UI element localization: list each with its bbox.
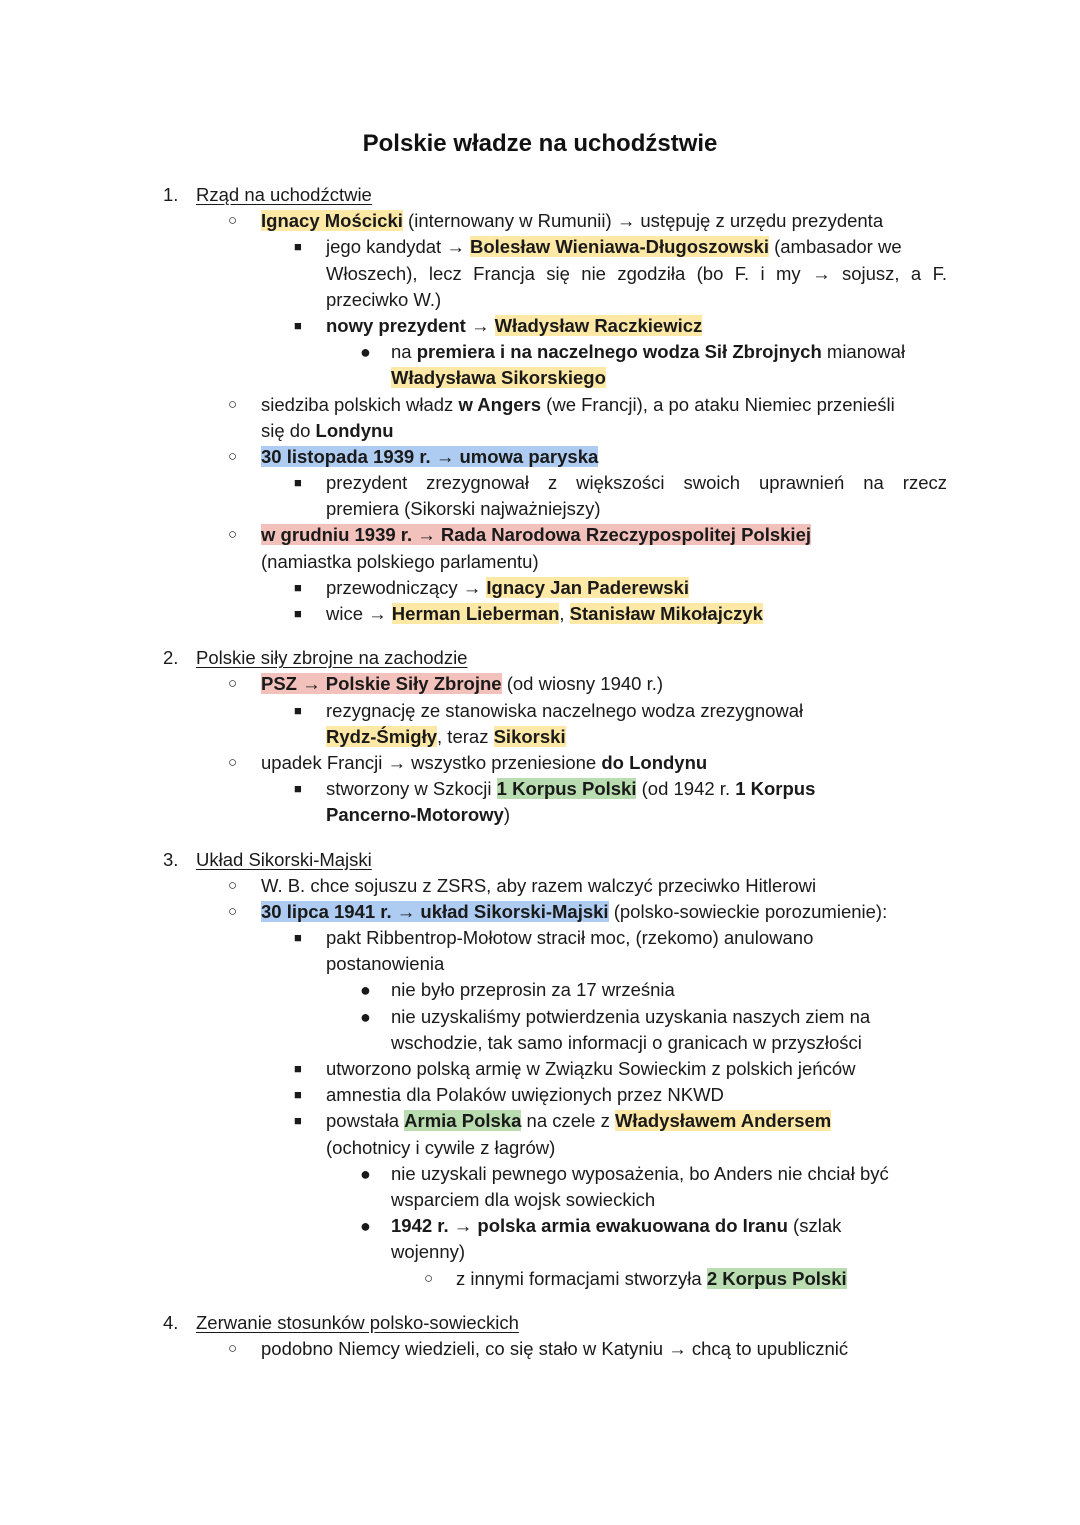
text-run: powstała — [326, 1110, 405, 1132]
text-run: przewodniczący → — [326, 576, 487, 598]
list-item-continuation — [0, 1135, 1080, 1161]
list-item-continuation — [0, 724, 1080, 750]
text-run: (od 1942 r. — [636, 778, 736, 800]
list-item-continuation — [0, 496, 1080, 522]
bold-text: w Angers — [458, 393, 542, 415]
list-item — [0, 392, 1080, 418]
square-bullet-icon: ■ — [294, 606, 302, 621]
document-title: Polskie władze na uchodźstwie — [362, 130, 718, 157]
square-bullet-icon: ■ — [294, 239, 302, 255]
text-run: pakt Ribbentrop-Mołotow stracił moc, (rzekomo) anulowano — [326, 927, 814, 949]
circle-bullet-icon: ○ — [228, 876, 238, 894]
list-item-continuation — [0, 261, 1080, 287]
text-run: (szlak — [787, 1215, 842, 1237]
text-run: (we Francji), a po ataku Niemiec przenieśli — [541, 393, 895, 415]
highlight-person: Rydz-Śmigły — [326, 725, 438, 747]
text-run: (ambasador we — [768, 236, 902, 258]
bold-text: do Londynu — [601, 751, 708, 773]
text-run: (namiastka polskiego parlamentu) — [261, 550, 539, 572]
highlight-date: 30 listopada 1939 r. → umowa paryska — [261, 445, 599, 467]
list-item-continuation — [0, 1030, 1080, 1056]
list-item — [0, 899, 1080, 925]
text-run: wschodzie, tak samo informacji o granicach w przyszłości — [391, 1031, 862, 1053]
circle-bullet-icon: ○ — [228, 902, 238, 920]
list-item — [0, 1161, 1080, 1187]
section-gap — [0, 1292, 1080, 1310]
dot-bullet-icon: ● — [360, 1216, 371, 1237]
section-number: 2. — [163, 647, 179, 669]
highlight-institution: PSZ → Polskie Siły Zbrojne — [261, 673, 502, 695]
highlight-institution: w grudniu 1939 r. → Rada Narodowa Rzeczypospolitej Polskiej — [261, 524, 812, 546]
text-run: jego kandydat → — [326, 236, 470, 258]
highlight-unit: Armia Polska — [404, 1110, 522, 1132]
list-item — [0, 208, 1080, 234]
square-bullet-icon: ■ — [294, 930, 302, 946]
text-run: , teraz — [437, 725, 494, 747]
text-run: → — [465, 314, 495, 336]
list-item — [0, 977, 1080, 1003]
circle-bullet-icon: ○ — [228, 212, 238, 230]
bold-text: Pancerno-Motorowy — [326, 804, 504, 826]
text-run: W. B. chce sojuszu z ZSRS, aby razem walczyć przeciwko Hitlerowi — [261, 874, 817, 896]
document-body — [0, 182, 1080, 1362]
text-run: ) — [503, 804, 510, 826]
highlight-person: Herman Lieberman — [391, 603, 560, 624]
square-bullet-icon: ■ — [294, 781, 302, 797]
bold-text: Londynu — [315, 419, 394, 441]
list-item — [0, 1056, 1080, 1082]
list-item — [0, 776, 1080, 802]
text-run: nie było przeprosin za 17 września — [391, 979, 675, 1001]
square-bullet-icon: ■ — [294, 317, 302, 333]
text-run: postanowienia — [326, 953, 445, 975]
section-title: Układ Sikorski-Majski — [196, 848, 372, 870]
dot-bullet-icon: ● — [360, 980, 371, 1001]
list-item-continuation — [0, 287, 1080, 313]
text-run: (internowany w Rumunii) → ustępuję z urzędu prezydenta — [402, 210, 884, 232]
square-bullet-icon: ■ — [294, 1061, 302, 1076]
circle-bullet-icon: ○ — [228, 447, 238, 465]
text-run: , — [559, 603, 570, 624]
list-item — [0, 1108, 1080, 1134]
list-item — [0, 522, 1080, 548]
text-run: (ochotnicy i cywile z łagrów) — [326, 1136, 556, 1158]
text-run: amnestia dla Polaków uwięzionych przez NKWD — [326, 1084, 724, 1106]
section-3-heading — [0, 847, 1080, 873]
circle-bullet-icon: ○ — [424, 1269, 434, 1287]
text-run: wice → — [326, 603, 392, 624]
bold-text: nowy prezydent — [326, 314, 466, 336]
highlight-person: Bolesław Wieniawa-Długoszowski — [469, 236, 769, 258]
section-gap — [0, 829, 1080, 847]
text-run: (polsko-sowieckie porozumienie): — [608, 900, 888, 922]
list-item — [0, 339, 1080, 365]
list-item — [0, 750, 1080, 776]
dot-bullet-icon: ● — [360, 1006, 371, 1027]
circle-bullet-icon: ○ — [228, 395, 238, 413]
highlight-person: Ignacy Jan Paderewski — [486, 576, 689, 598]
square-bullet-icon: ■ — [294, 579, 302, 595]
text-run: utworzono polską armię w Związku Sowieckim z polskich jeńców — [326, 1058, 856, 1079]
highlight-person: Ignacy Mościcki — [261, 210, 403, 232]
text-run: przeciwko W.) — [326, 288, 442, 310]
text-run: na czele z — [521, 1110, 615, 1132]
list-item — [0, 313, 1080, 339]
section-number: 1. — [163, 184, 179, 205]
highlight-person: Władysław Raczkiewicz — [494, 314, 703, 336]
list-item-continuation — [0, 365, 1080, 391]
list-item-continuation — [0, 951, 1080, 977]
text-run: nie uzyskaliśmy potwierdzenia uzyskania naszych ziem na — [391, 1005, 871, 1027]
list-item — [0, 470, 1080, 496]
list-item — [0, 1213, 1080, 1239]
list-item-continuation — [0, 549, 1080, 575]
text-run: wsparciem dla wojsk sowieckich — [391, 1188, 656, 1210]
list-item-continuation — [0, 418, 1080, 444]
text-run: nie uzyskali pewnego wyposażenia, bo Anders nie chciał być — [391, 1162, 889, 1184]
text-run: na — [391, 341, 417, 363]
highlight-date: 30 lipca 1941 r. → układ Sikorski-Majski — [261, 900, 609, 922]
text-run: mianował — [821, 341, 906, 363]
list-item — [0, 873, 1080, 899]
square-bullet-icon: ■ — [294, 475, 302, 491]
section-number: 4. — [163, 1311, 179, 1333]
list-item-continuation — [0, 802, 1080, 828]
dot-bullet-icon: ● — [360, 1163, 371, 1184]
bold-text: 1942 r. — [391, 1215, 449, 1237]
text-run: z innymi formacjami stworzyła — [456, 1267, 707, 1289]
highlight-person: Stanisław Mikołajczyk — [569, 603, 763, 624]
list-item-continuation — [0, 1187, 1080, 1213]
text-run: Włoszech), lecz Francja się nie zgodziła (bo F. i my → sojusz, a F. — [326, 262, 947, 284]
list-item — [0, 1082, 1080, 1108]
dot-bullet-icon: ● — [360, 342, 371, 363]
text-run: upadek Francji → wszystko przeniesione — [261, 751, 602, 773]
circle-bullet-icon: ○ — [228, 1339, 238, 1357]
square-bullet-icon: ■ — [294, 702, 302, 718]
list-item — [0, 1336, 1080, 1362]
bold-text: 1 Korpus — [735, 778, 816, 800]
list-item — [0, 1004, 1080, 1030]
section-number: 3. — [163, 848, 179, 870]
list-item — [0, 444, 1080, 470]
list-item — [0, 671, 1080, 697]
text-run: → — [448, 1215, 478, 1237]
section-title: Polskie siły zbrojne na zachodzie — [196, 647, 468, 669]
text-run: stworzony w Szkocji — [326, 778, 497, 800]
section-title: Rząd na uchodźctwie — [196, 184, 372, 205]
list-item — [0, 601, 1080, 627]
section-2-heading — [0, 645, 1080, 671]
bold-text: polska armia ewakuowana do Iranu — [477, 1215, 788, 1237]
text-run: (od wiosny 1940 r.) — [501, 673, 664, 695]
circle-bullet-icon: ○ — [228, 675, 238, 693]
text-run: się do — [261, 419, 316, 441]
highlight-person: Sikorski — [493, 725, 566, 747]
square-bullet-icon: ■ — [294, 1087, 302, 1103]
square-bullet-icon: ■ — [294, 1113, 302, 1129]
section-4-heading — [0, 1310, 1080, 1336]
list-item — [0, 698, 1080, 724]
text-run: rezygnację ze stanowiska naczelnego wodza zrezygnował — [326, 699, 804, 721]
circle-bullet-icon: ○ — [228, 526, 238, 544]
list-item — [0, 575, 1080, 601]
text-run: wojenny) — [391, 1241, 466, 1263]
circle-bullet-icon: ○ — [228, 753, 238, 771]
text-run: prezydent zrezygnował z większości swoich uprawnień na rzecz — [326, 472, 947, 494]
section-gap — [0, 627, 1080, 645]
list-item — [0, 1266, 1080, 1292]
highlight-unit: 1 Korpus Polski — [496, 778, 637, 800]
list-item — [0, 925, 1080, 951]
highlight-person: Władysławem Andersem — [614, 1110, 832, 1132]
text-run: premiera (Sikorski najważniejszy) — [326, 498, 601, 520]
highlight-unit: 2 Korpus Polski — [706, 1267, 847, 1289]
section-title: Zerwanie stosunków polsko-sowieckich — [196, 1311, 519, 1333]
bold-text: premiera i na naczelnego wodza Sił Zbrojnych — [416, 341, 822, 363]
highlight-person: Władysława Sikorskiego — [391, 367, 606, 389]
text-run: siedziba polskich władz — [261, 393, 459, 415]
text-run: podobno Niemcy wiedzieli, co się stało w Katyniu → chcą to upublicznić — [261, 1337, 849, 1359]
section-1-heading — [0, 182, 1080, 208]
list-item — [0, 234, 1080, 260]
list-item-continuation — [0, 1239, 1080, 1265]
